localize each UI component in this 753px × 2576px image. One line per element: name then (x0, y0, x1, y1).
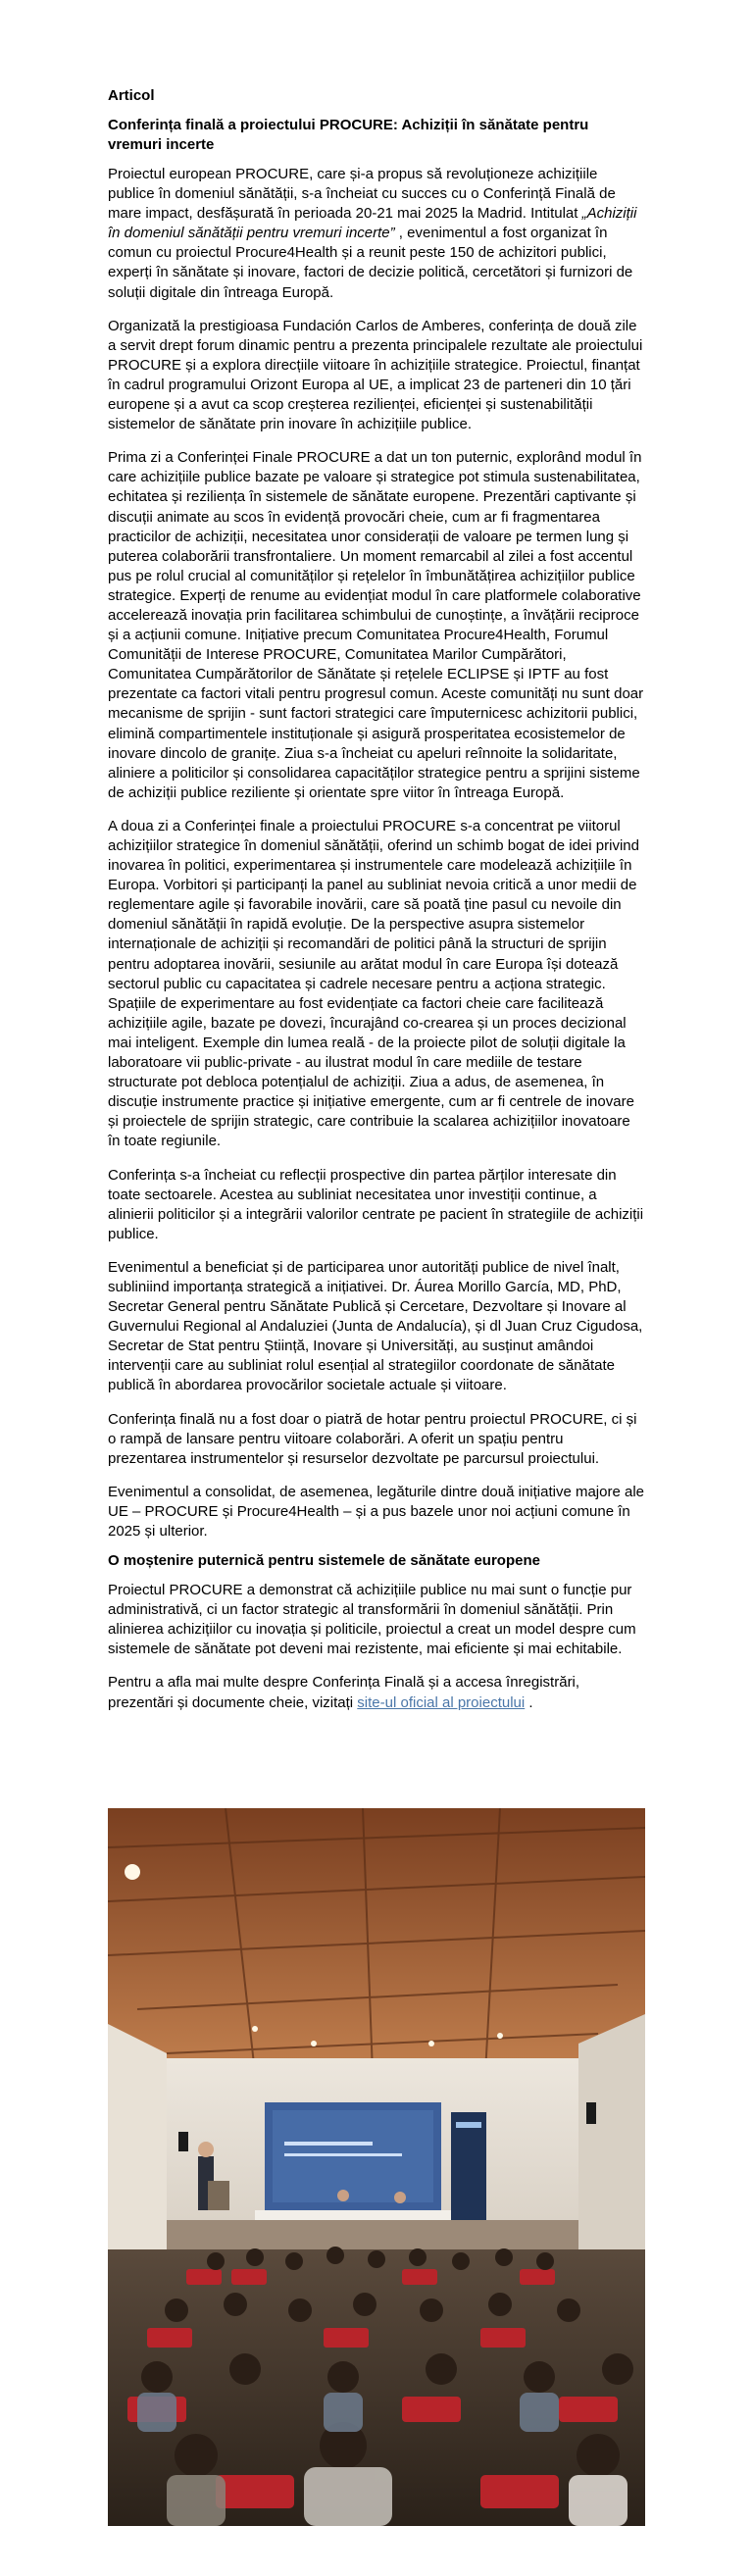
article (108, 86, 645, 1727)
paragraph-legacy: Proiectul PROCURE a demonstrat că achizițiile publice nu mai sunt o funcție pur administrativă, ci un factor strategic al transformării în domeniul sănătății. Prin alinierea achizițiilor cu inovația și politicile, proiectul a creat un model despre cum sistemele de sănătate pot deveni mai rezistente, mai eficiente și mai echitabile. (108, 1582, 636, 1658)
official-site-link[interactable]: site-ul oficial al proiectului (357, 1693, 526, 1711)
conference-photo (108, 1808, 645, 2526)
paragraph-intro-text-end: , evenimentul a fost organizat în comun cu proiectul Procure4Health și a reunit peste 150 de achizitori publici, experți în sănătate și inovare, factori de decizie politică, cercetători și furnizori de soluții digitale din întreaga Europă. (108, 225, 633, 301)
paragraph-intro-text: Proiectul european PROCURE, care și-a propus să revoluționeze achizițiile publice în domeniul sănătății, s-a încheiat cu succes cu o Conferință Finală de mare impact, desfășurată în perioada 20-21 mai 2025 la Madrid. Intitulat (108, 166, 616, 223)
paragraph-day-one: Prima zi a Conferinței Finale PROCURE a dat un ton puternic, explorând modul în care achizițiile publice bazate pe valoare și strategice pot stimula sustenabilitatea, echitatea și reziliența în sistemele de sănătate europene. Prezentări captivante și discuții animate au scos în evidență provocări cheie, cum ar fi fragmentarea practicilor de achiziții, necesitatea unor considerații de valoare pe termen lung și puterea colaborării transfrontaliere. Un moment remarcabil al zilei a fost accentul pus pe rolul crucial al comunităților și rețelelor în îmbunătățirea achizițiilor publice strategice. Experți de renume au evidențiat modul în care platformele colaborative accelerează inovația prin facilitarea schimbului de cunoștințe, a învățării reciproce și a acțiunii comune. Inițiative precum Comunitatea Procure4Health, Forumul Comunității de Interese PROCURE, Comunitatea Marilor Cumpărători, Comunitatea Cumpărătorilor de Sănătate și rețelele ECLIPSE și IPTF au fost prezentate ca factori vitali pentru progresul comun. Aceste comunități nu sunt doar mecanisme de sprijin - sunt factori strategici care împuternicesc achizitorii publici, elimină compartimentele instituționale și asigură prosperitatea ecosistemelor de inovare dincolo de granițe. Ziua s-a încheiat cu apeluri reînnoite la solidaritate, aliniere a politicilor și consolidarea capacităților strategice pentru a sprijini sisteme de achiziții publice reziliente și orientate spre viitor în întreaga Europă. (108, 449, 644, 801)
more-info-text: Pentru a afla mai multe despre Conferința Finală și a accesa înregistrări, prezentări și documente cheie, vizitați (108, 1674, 580, 1711)
article-type-label: Articol (108, 87, 155, 104)
paragraph-authorities: Evenimentul a beneficiat și de participarea unor autorități publice de nivel înalt, subliniind importanța strategică a inițiativei. Dr. Áurea Morillo García, MD, PhD, Secretar General pentru Sănătate Publică și Cercetare, Dezvoltare și Inovare al Guvernului Regional al Andaluziei (Junta de Andalucía), și dl Juan Cruz Cigudosa, Secretar de Stat pentru Știință, Inovare și Universități, au susținut amândoi intervenții care au subliniat rolul esențial al strategiilor coordonate de sănătate publică în abordarea provocărilor societale actuale și viitoare. (108, 1258, 643, 1394)
paragraph-links: Evenimentul a consolidat, de asemenea, legăturile dintre două inițiative majore ale UE – PROCURE și Procure4Health – și a pus bazele unor noi acțiuni comune în 2025 și ulterior. (108, 1483, 644, 1540)
paragraph-milestone: Conferința finală nu a fost doar o piatră de hotar pentru proiectul PROCURE, ci și o rampă de lansare pentru viitoare colaborări. A oferit un spațiu pentru prezentarea instrumentelor și resurselor dezvoltate pe parcursul proiectului. (108, 1410, 637, 1467)
paragraph-intro (108, 165, 645, 303)
legacy-subheading: O moștenire puternică pentru sistemele de sănătate europene (108, 1552, 540, 1570)
article-title: Conferința finală a proiectului PROCURE: Achiziții în sănătate pentru vremuri incerte (108, 117, 589, 153)
event-title-italic: „Achiziții în domeniul sănătății pentru vremuri incerte” (108, 205, 637, 242)
paragraph-conclusion: Conferința s-a încheiat cu reflecții prospective din partea părților interesate din toate sectoarele. Acestea au subliniat necesitatea unor investiții continue, a alinierii politicilor și a integrării valorilor centrate pe pacient în strategiile de achiziții publice. (108, 1166, 644, 1242)
paragraph-more-info (108, 1673, 645, 1712)
more-info-text-end: . (525, 1693, 533, 1711)
paragraph-venue: Organizată la prestigioasa Fundación Carlos de Amberes, conferința de două zile a servit drept forum dinamic pentru a prezenta principalele rezultate ale proiectului PROCURE și a explora direcțiile viitoare în achizițiile strategice. Proiectul, finanțat în cadrul programului Orizont Europa al UE, a implicat 23 de parteneri din 10 țări europene și a avut ca scop creșterea rezilienței, eficienței și sustenabilității sistemelor de sănătate prin inovare în achizițiile publice. (108, 317, 643, 433)
paragraph-day-two: A doua zi a Conferinței finale a proiectului PROCURE s-a concentrat pe viitorul achizițiilor strategice în domeniul sănătății, oferind un schimb bogat de idei privind inovarea în politici, experimentarea și instrumentele care modelează achizițiile în Europa. Vorbitori și participanți la panel au subliniat nevoia critică a unor medii de reglementare agile și favorabile inovării, care să poată ține pasul cu nevoile din domeniul sănătății în rapidă evoluție. De la perspective asupra sistemelor internaționale de achiziții și recomandări de politici până la structuri de sprijin pentru adoptarea inovării, sesiunile au arătat modul în care Europa își dotează sectorul public cu capacitatea și cadrele necesare pentru a acționa strategic. Spațiile de experimentare au fost evidențiate ca factori cheie care facilitează achizițiile agile, bazate pe dovezi, încurajând co-crearea și un proces decizional mai inteligent. Exemple din lumea reală - de la proiecte pilot de soluții digitale la laboratoare vii public-private - au ilustrat modul în care mediile de testare structurate pot debloca potențialul de achiziții. Ziua a adus, de asemenea, în discuție instrumente practice și inițiative emergente, cum ar fi centrele de inovare și proiectele de sprijin strategic, care contribuie la scalarea achizițiilor inovatoare în toate regiunile. (108, 817, 639, 1150)
